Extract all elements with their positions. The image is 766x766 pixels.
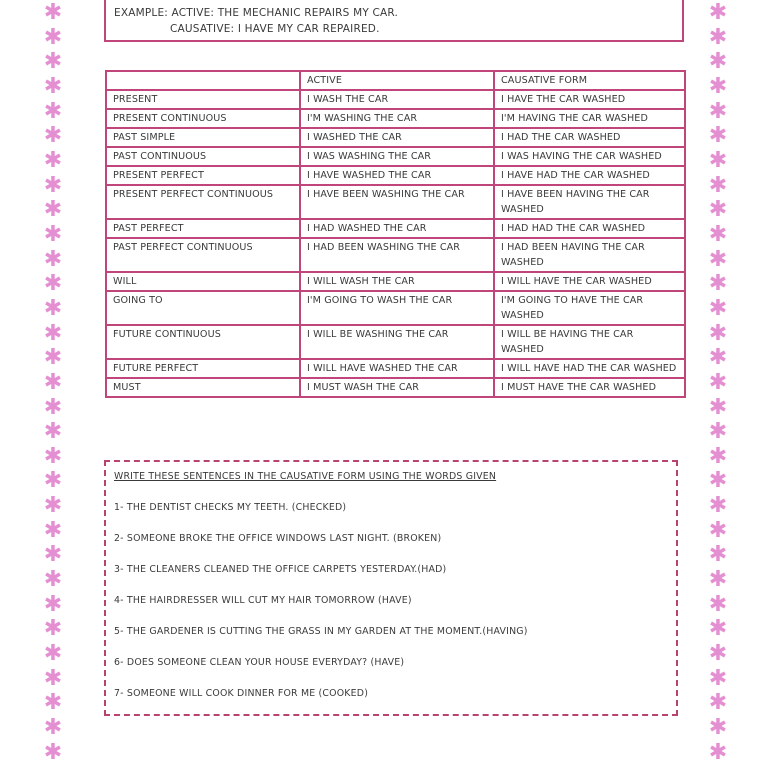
star-ornament-icon: ✱ — [708, 591, 728, 617]
tense-cell: PRESENT PERFECT CONTINUOUS — [106, 185, 300, 219]
star-ornament-icon: ✱ — [43, 73, 63, 99]
header-cell-causative: CAUSATIVE FORM — [494, 71, 685, 90]
star-ornament-icon: ✱ — [708, 0, 728, 25]
causative-cell: I HAD THE CAR WASHED — [494, 128, 685, 147]
star-ornament-icon: ✱ — [708, 172, 728, 198]
star-ornament-icon: ✱ — [43, 690, 63, 716]
star-ornament-icon: ✱ — [43, 641, 63, 667]
causative-cell: I HAVE THE CAR WASHED — [494, 90, 685, 109]
star-ornament-icon: ✱ — [43, 24, 63, 50]
causative-cell: I'M GOING TO HAVE THE CAR WASHED — [494, 291, 685, 325]
exercise-box — [104, 460, 678, 716]
tense-cell: WILL — [106, 272, 300, 291]
exercise-item: 1- THE DENTIST CHECKS MY TEETH. (CHECKED) — [114, 502, 347, 513]
star-ornament-icon: ✱ — [708, 567, 728, 593]
active-cell: I WASHED THE CAR — [300, 128, 494, 147]
exercise-item: 2- SOMEONE BROKE THE OFFICE WINDOWS LAST NIGHT. (BROKEN) — [114, 533, 442, 544]
star-ornament-icon: ✱ — [708, 147, 728, 173]
causative-cell: I'M HAVING THE CAR WASHED — [494, 109, 685, 128]
table-row — [106, 359, 685, 378]
active-cell: I WILL BE WASHING THE CAR — [300, 325, 494, 359]
exercise-title: WRITE THESE SENTENCES IN THE CAUSATIVE FORM USING THE WORDS GIVEN — [114, 471, 497, 482]
causative-cell: I HAD BEEN HAVING THE CAR WASHED — [494, 238, 685, 272]
active-cell: I HAD WASHED THE CAR — [300, 219, 494, 238]
tense-cell: PRESENT — [106, 90, 300, 109]
table-row — [106, 185, 685, 219]
star-ornament-icon: ✱ — [43, 517, 63, 543]
star-ornament-icon: ✱ — [43, 493, 63, 519]
table-row — [106, 219, 685, 238]
star-ornament-icon: ✱ — [708, 369, 728, 395]
star-ornament-icon: ✱ — [43, 665, 63, 691]
active-cell: I HAVE BEEN WASHING THE CAR — [300, 185, 494, 219]
star-ornament-icon: ✱ — [708, 271, 728, 297]
active-cell: I WILL HAVE WASHED THE CAR — [300, 359, 494, 378]
star-ornament-icon: ✱ — [708, 542, 728, 568]
causative-cell: I WILL BE HAVING THE CAR WASHED — [494, 325, 685, 359]
tense-cell: PAST PERFECT — [106, 219, 300, 238]
star-ornament-icon: ✱ — [43, 172, 63, 198]
star-ornament-icon: ✱ — [43, 616, 63, 642]
exercise-item: 3- THE CLEANERS CLEANED THE OFFICE CARPETS YESTERDAY.(HAD) — [114, 564, 447, 575]
tense-cell: PRESENT PERFECT — [106, 166, 300, 185]
causative-cell: I WILL HAVE THE CAR WASHED — [494, 272, 685, 291]
star-ornament-icon: ✱ — [708, 468, 728, 494]
star-ornament-icon: ✱ — [708, 517, 728, 543]
tense-cell: GOING TO — [106, 291, 300, 325]
header-cell-active: ACTIVE — [300, 71, 494, 90]
star-ornament-icon: ✱ — [43, 591, 63, 617]
active-cell: I HAVE WASHED THE CAR — [300, 166, 494, 185]
table-header-row — [106, 71, 685, 90]
active-cell: I HAD BEEN WASHING THE CAR — [300, 238, 494, 272]
tense-table — [105, 70, 686, 398]
example-causative-line: CAUSATIVE: I HAVE MY CAR REPAIRED. — [170, 23, 380, 35]
active-cell: I WILL WASH THE CAR — [300, 272, 494, 291]
star-ornament-icon: ✱ — [708, 246, 728, 272]
active-cell: I WASH THE CAR — [300, 90, 494, 109]
star-ornament-icon: ✱ — [43, 739, 63, 765]
star-ornament-icon: ✱ — [708, 320, 728, 346]
right-star-border — [703, 0, 733, 766]
star-ornament-icon: ✱ — [43, 542, 63, 568]
example-active-line: EXAMPLE: ACTIVE: THE MECHANIC REPAIRS MY CAR. — [114, 7, 399, 19]
tense-cell: FUTURE CONTINUOUS — [106, 325, 300, 359]
star-ornament-icon: ✱ — [708, 295, 728, 321]
table-row — [106, 378, 685, 397]
exercise-item: 7- SOMEONE WILL COOK DINNER FOR ME (COOKED) — [114, 688, 369, 699]
star-ornament-icon: ✱ — [43, 295, 63, 321]
tense-cell: PRESENT CONTINUOUS — [106, 109, 300, 128]
star-ornament-icon: ✱ — [708, 616, 728, 642]
table-row — [106, 325, 685, 359]
star-ornament-icon: ✱ — [43, 345, 63, 371]
tense-cell: MUST — [106, 378, 300, 397]
causative-cell: I HAVE BEEN HAVING THE CAR WASHED — [494, 185, 685, 219]
tense-cell: PAST CONTINUOUS — [106, 147, 300, 166]
star-ornament-icon: ✱ — [43, 419, 63, 445]
star-ornament-icon: ✱ — [43, 715, 63, 741]
exercise-item: 6- DOES SOMEONE CLEAN YOUR HOUSE EVERYDAY? (HAVE) — [114, 657, 405, 668]
star-ornament-icon: ✱ — [708, 73, 728, 99]
star-ornament-icon: ✱ — [708, 665, 728, 691]
active-cell: I WAS WASHING THE CAR — [300, 147, 494, 166]
star-ornament-icon: ✱ — [708, 345, 728, 371]
exercise-item: 4- THE HAIRDRESSER WILL CUT MY HAIR TOMORROW (HAVE) — [114, 595, 412, 606]
star-ornament-icon: ✱ — [43, 443, 63, 469]
causative-cell: I WAS HAVING THE CAR WASHED — [494, 147, 685, 166]
star-ornament-icon: ✱ — [43, 197, 63, 223]
star-ornament-icon: ✱ — [708, 221, 728, 247]
active-cell: I MUST WASH THE CAR — [300, 378, 494, 397]
tense-cell: PAST SIMPLE — [106, 128, 300, 147]
table-row — [106, 272, 685, 291]
left-star-border — [38, 0, 68, 766]
star-ornament-icon: ✱ — [708, 715, 728, 741]
star-ornament-icon: ✱ — [43, 221, 63, 247]
star-ornament-icon: ✱ — [708, 739, 728, 765]
star-ornament-icon: ✱ — [708, 197, 728, 223]
star-ornament-icon: ✱ — [708, 123, 728, 149]
star-ornament-icon: ✱ — [43, 246, 63, 272]
causative-cell: I HAVE HAD THE CAR WASHED — [494, 166, 685, 185]
star-ornament-icon: ✱ — [708, 419, 728, 445]
example-box — [104, 0, 684, 42]
table-row — [106, 166, 685, 185]
star-ornament-icon: ✱ — [43, 271, 63, 297]
header-cell — [106, 71, 300, 90]
star-ornament-icon: ✱ — [43, 98, 63, 124]
table-row — [106, 109, 685, 128]
table-row — [106, 238, 685, 272]
table-row — [106, 90, 685, 109]
active-cell: I'M WASHING THE CAR — [300, 109, 494, 128]
star-ornament-icon: ✱ — [43, 369, 63, 395]
star-ornament-icon: ✱ — [708, 641, 728, 667]
star-ornament-icon: ✱ — [708, 49, 728, 75]
active-cell: I'M GOING TO WASH THE CAR — [300, 291, 494, 325]
star-ornament-icon: ✱ — [708, 98, 728, 124]
star-ornament-icon: ✱ — [708, 24, 728, 50]
exercise-item: 5- THE GARDENER IS CUTTING THE GRASS IN MY GARDEN AT THE MOMENT.(HAVING) — [114, 626, 528, 637]
star-ornament-icon: ✱ — [708, 690, 728, 716]
star-ornament-icon: ✱ — [708, 443, 728, 469]
tense-cell: FUTURE PERFECT — [106, 359, 300, 378]
causative-cell: I MUST HAVE THE CAR WASHED — [494, 378, 685, 397]
tense-cell: PAST PERFECT CONTINUOUS — [106, 238, 300, 272]
causative-cell: I HAD HAD THE CAR WASHED — [494, 219, 685, 238]
star-ornament-icon: ✱ — [43, 49, 63, 75]
star-ornament-icon: ✱ — [708, 493, 728, 519]
star-ornament-icon: ✱ — [708, 394, 728, 420]
star-ornament-icon: ✱ — [43, 567, 63, 593]
table-row — [106, 291, 685, 325]
star-ornament-icon: ✱ — [43, 147, 63, 173]
star-ornament-icon: ✱ — [43, 468, 63, 494]
star-ornament-icon: ✱ — [43, 123, 63, 149]
star-ornament-icon: ✱ — [43, 394, 63, 420]
table-row — [106, 128, 685, 147]
causative-cell: I WILL HAVE HAD THE CAR WASHED — [494, 359, 685, 378]
star-ornament-icon: ✱ — [43, 320, 63, 346]
star-ornament-icon: ✱ — [43, 0, 63, 25]
table-row — [106, 147, 685, 166]
